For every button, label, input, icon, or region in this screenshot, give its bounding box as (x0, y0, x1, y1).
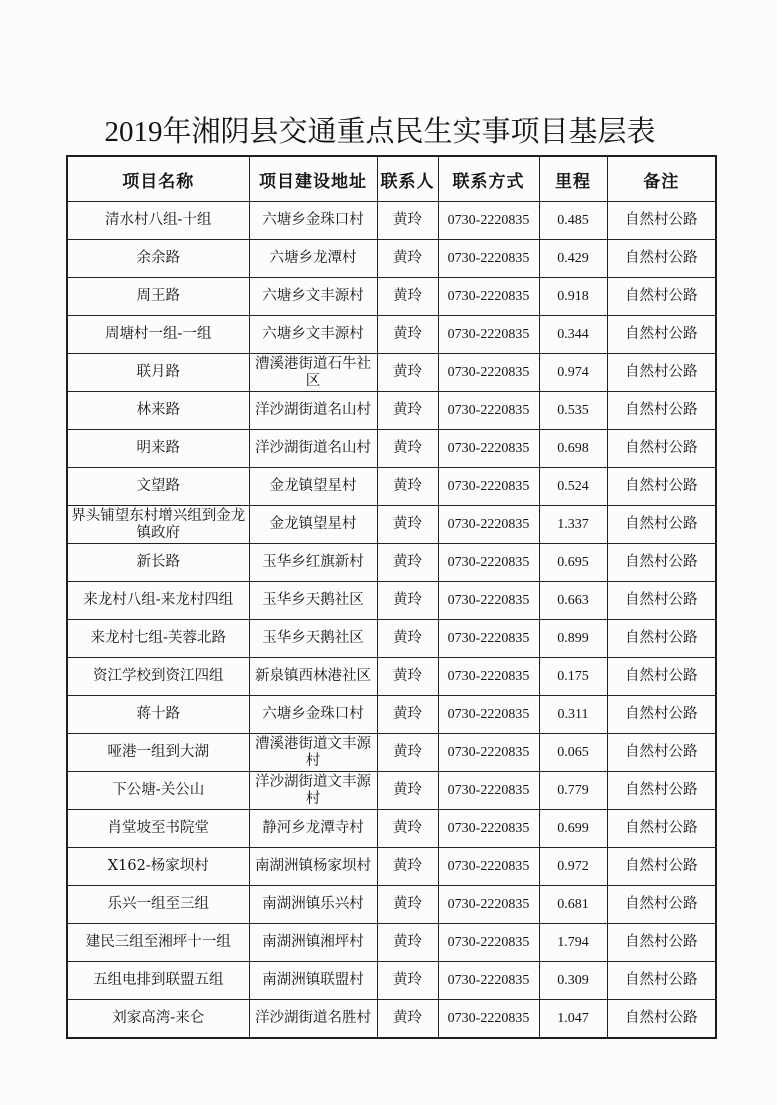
note-cell: 自然村公路 (607, 392, 716, 430)
header-contact-phone: 联系方式 (438, 156, 539, 202)
contact-person-cell: 黄玲 (377, 848, 438, 886)
note-cell: 自然村公路 (607, 430, 716, 468)
mileage-cell: 0.699 (539, 810, 607, 848)
note-cell: 自然村公路 (607, 620, 716, 658)
note-cell: 自然村公路 (607, 240, 716, 278)
contact-person-cell: 黄玲 (377, 240, 438, 278)
table-row (67, 582, 716, 620)
project-address-cell: 南湖洲镇湘坪村 (249, 924, 377, 962)
note-cell: 自然村公路 (607, 810, 716, 848)
project-name-cell: 周王路 (67, 278, 249, 316)
contact-person-cell: 黄玲 (377, 696, 438, 734)
table-header (67, 156, 716, 202)
contact-person-cell: 黄玲 (377, 202, 438, 240)
table-row (67, 202, 716, 240)
contact-phone-cell: 0730-2220835 (438, 772, 539, 810)
mileage-cell: 0.309 (539, 962, 607, 1000)
mileage-cell: 1.047 (539, 1000, 607, 1039)
contact-person-cell: 黄玲 (377, 810, 438, 848)
project-name-cell: 下公塘-关公山 (67, 772, 249, 810)
table-row (67, 848, 716, 886)
project-name-cell: 联月路 (67, 354, 249, 392)
mileage-cell: 1.794 (539, 924, 607, 962)
table-row (67, 506, 716, 544)
project-name-cell: 界头铺望东村增兴组到金龙镇政府 (67, 506, 249, 544)
contact-person-cell: 黄玲 (377, 962, 438, 1000)
table-row (67, 962, 716, 1000)
note-cell: 自然村公路 (607, 1000, 716, 1039)
mileage-cell: 0.065 (539, 734, 607, 772)
project-name-cell: 肖堂坡至书院堂 (67, 810, 249, 848)
project-address-cell: 静河乡龙潭寺村 (249, 810, 377, 848)
project-name-cell: 周塘村一组-一组 (67, 316, 249, 354)
header-project-address: 项目建设地址 (249, 156, 377, 202)
contact-person-cell: 黄玲 (377, 316, 438, 354)
note-cell: 自然村公路 (607, 278, 716, 316)
project-address-cell: 六塘乡金珠口村 (249, 696, 377, 734)
contact-person-cell: 黄玲 (377, 924, 438, 962)
project-address-cell: 洋沙湖街道文丰源村 (249, 772, 377, 810)
contact-person-cell: 黄玲 (377, 354, 438, 392)
contact-person-cell: 黄玲 (377, 886, 438, 924)
mileage-cell: 0.344 (539, 316, 607, 354)
table-row (67, 316, 716, 354)
note-cell: 自然村公路 (607, 544, 716, 582)
mileage-cell: 0.918 (539, 278, 607, 316)
mileage-cell: 0.698 (539, 430, 607, 468)
contact-phone-cell: 0730-2220835 (438, 316, 539, 354)
table-row (67, 468, 716, 506)
project-address-cell: 六塘乡文丰源村 (249, 316, 377, 354)
contact-phone-cell: 0730-2220835 (438, 430, 539, 468)
project-name-cell: 来龙村八组-来龙村四组 (67, 582, 249, 620)
table-row (67, 392, 716, 430)
note-cell: 自然村公路 (607, 924, 716, 962)
contact-phone-cell: 0730-2220835 (438, 506, 539, 544)
note-cell: 自然村公路 (607, 696, 716, 734)
note-cell: 自然村公路 (607, 848, 716, 886)
project-address-cell: 洋沙湖街道名胜村 (249, 1000, 377, 1039)
mileage-cell: 0.974 (539, 354, 607, 392)
contact-phone-cell: 0730-2220835 (438, 468, 539, 506)
mileage-cell: 0.175 (539, 658, 607, 696)
project-name-cell: 明来路 (67, 430, 249, 468)
note-cell: 自然村公路 (607, 772, 716, 810)
table-row (67, 278, 716, 316)
mileage-cell: 0.524 (539, 468, 607, 506)
project-address-cell: 南湖洲镇联盟村 (249, 962, 377, 1000)
contact-phone-cell: 0730-2220835 (438, 354, 539, 392)
mileage-cell: 0.663 (539, 582, 607, 620)
mileage-cell: 0.972 (539, 848, 607, 886)
project-address-cell: 漕溪港街道文丰源村 (249, 734, 377, 772)
contact-phone-cell: 0730-2220835 (438, 240, 539, 278)
table-row (67, 772, 716, 810)
project-name-cell: 五组电排到联盟五组 (67, 962, 249, 1000)
table-row (67, 430, 716, 468)
note-cell: 自然村公路 (607, 582, 716, 620)
project-address-cell: 洋沙湖街道名山村 (249, 392, 377, 430)
mileage-cell: 0.779 (539, 772, 607, 810)
table-row (67, 886, 716, 924)
project-name-cell: 蒋十路 (67, 696, 249, 734)
document-title: 2019年湘阴县交通重点民生实事项目基层表 (104, 116, 656, 148)
contact-phone-cell: 0730-2220835 (438, 1000, 539, 1039)
table-row (67, 620, 716, 658)
contact-phone-cell: 0730-2220835 (438, 886, 539, 924)
project-address-cell: 南湖洲镇乐兴村 (249, 886, 377, 924)
project-name-cell: 乐兴一组至三组 (67, 886, 249, 924)
contact-person-cell: 黄玲 (377, 1000, 438, 1039)
contact-phone-cell: 0730-2220835 (438, 924, 539, 962)
contact-phone-cell: 0730-2220835 (438, 734, 539, 772)
table-row (67, 544, 716, 582)
project-name-cell: X162-杨家坝村 (67, 848, 249, 886)
note-cell: 自然村公路 (607, 886, 716, 924)
contact-person-cell: 黄玲 (377, 544, 438, 582)
project-name-cell: 余余路 (67, 240, 249, 278)
table-row (67, 734, 716, 772)
project-address-cell: 玉华乡天鹅社区 (249, 620, 377, 658)
contact-person-cell: 黄玲 (377, 506, 438, 544)
contact-phone-cell: 0730-2220835 (438, 278, 539, 316)
contact-phone-cell: 0730-2220835 (438, 620, 539, 658)
project-name-cell: 文望路 (67, 468, 249, 506)
project-name-cell: 哑港一组到大湖 (67, 734, 249, 772)
header-project-name: 项目名称 (67, 156, 249, 202)
table-body (67, 202, 716, 1039)
note-cell: 自然村公路 (607, 962, 716, 1000)
project-name-cell: 刘家高湾-来仑 (67, 1000, 249, 1039)
contact-phone-cell: 0730-2220835 (438, 202, 539, 240)
contact-person-cell: 黄玲 (377, 620, 438, 658)
note-cell: 自然村公路 (607, 468, 716, 506)
header-note: 备注 (607, 156, 716, 202)
project-address-cell: 六塘乡文丰源村 (249, 278, 377, 316)
contact-phone-cell: 0730-2220835 (438, 658, 539, 696)
mileage-cell: 0.429 (539, 240, 607, 278)
note-cell: 自然村公路 (607, 658, 716, 696)
mileage-cell: 0.535 (539, 392, 607, 430)
project-address-cell: 六塘乡龙潭村 (249, 240, 377, 278)
table-row (67, 240, 716, 278)
contact-phone-cell: 0730-2220835 (438, 544, 539, 582)
mileage-cell: 0.899 (539, 620, 607, 658)
note-cell: 自然村公路 (607, 506, 716, 544)
contact-phone-cell: 0730-2220835 (438, 696, 539, 734)
table-row (67, 354, 716, 392)
contact-phone-cell: 0730-2220835 (438, 848, 539, 886)
project-address-cell: 玉华乡红旗新村 (249, 544, 377, 582)
contact-person-cell: 黄玲 (377, 734, 438, 772)
table-row (67, 810, 716, 848)
project-address-cell: 洋沙湖街道名山村 (249, 430, 377, 468)
mileage-cell: 0.485 (539, 202, 607, 240)
note-cell: 自然村公路 (607, 354, 716, 392)
project-address-cell: 玉华乡天鹅社区 (249, 582, 377, 620)
project-name-cell: 林来路 (67, 392, 249, 430)
contact-person-cell: 黄玲 (377, 468, 438, 506)
project-name-cell: 资江学校到资江四组 (67, 658, 249, 696)
table-row (67, 1000, 716, 1039)
mileage-cell: 0.681 (539, 886, 607, 924)
contact-person-cell: 黄玲 (377, 582, 438, 620)
note-cell: 自然村公路 (607, 734, 716, 772)
contact-person-cell: 黄玲 (377, 430, 438, 468)
header-row (67, 156, 716, 202)
header-contact-person: 联系人 (377, 156, 438, 202)
contact-person-cell: 黄玲 (377, 658, 438, 696)
table-row (67, 924, 716, 962)
project-address-cell: 南湖洲镇杨家坝村 (249, 848, 377, 886)
note-cell: 自然村公路 (607, 202, 716, 240)
contact-person-cell: 黄玲 (377, 392, 438, 430)
project-name-cell: 建民三组至湘坪十一组 (67, 924, 249, 962)
project-address-cell: 新泉镇西林港社区 (249, 658, 377, 696)
header-mileage: 里程 (539, 156, 607, 202)
table-row (67, 658, 716, 696)
project-name-cell: 清水村八组-十组 (67, 202, 249, 240)
contact-person-cell: 黄玲 (377, 772, 438, 810)
project-name-cell: 来龙村七组-芙蓉北路 (67, 620, 249, 658)
project-address-cell: 六塘乡金珠口村 (249, 202, 377, 240)
table-row (67, 696, 716, 734)
project-address-cell: 漕溪港街道石牛社区 (249, 354, 377, 392)
mileage-cell: 1.337 (539, 506, 607, 544)
project-table (66, 155, 717, 1039)
project-address-cell: 金龙镇望星村 (249, 468, 377, 506)
contact-phone-cell: 0730-2220835 (438, 962, 539, 1000)
contact-phone-cell: 0730-2220835 (438, 582, 539, 620)
mileage-cell: 0.311 (539, 696, 607, 734)
project-name-cell: 新长路 (67, 544, 249, 582)
contact-phone-cell: 0730-2220835 (438, 810, 539, 848)
contact-phone-cell: 0730-2220835 (438, 392, 539, 430)
note-cell: 自然村公路 (607, 316, 716, 354)
project-address-cell: 金龙镇望星村 (249, 506, 377, 544)
mileage-cell: 0.695 (539, 544, 607, 582)
contact-person-cell: 黄玲 (377, 278, 438, 316)
